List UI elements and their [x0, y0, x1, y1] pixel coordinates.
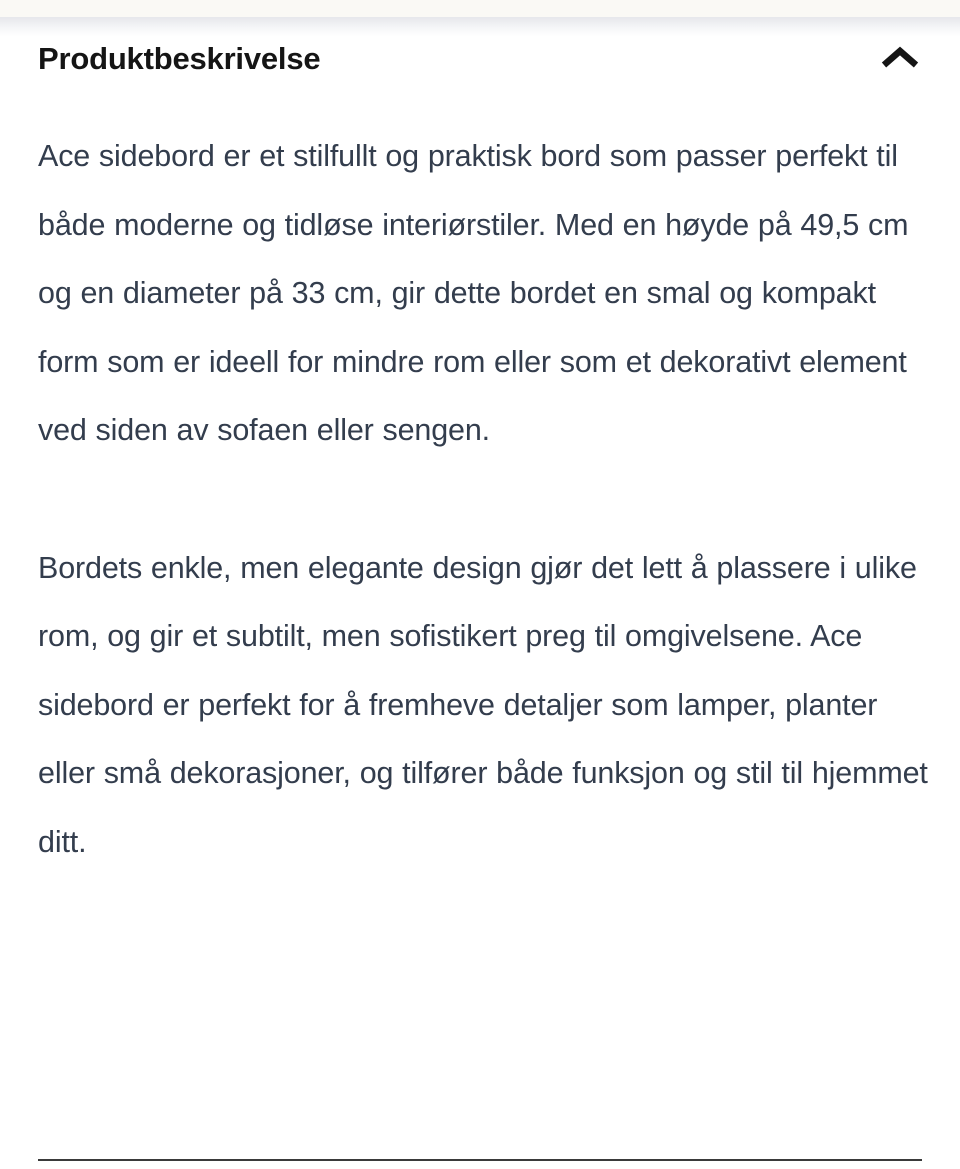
description-paragraph-2: Bordets enkle, men elegante design gjør det lett å plassere i ulike rom, og gir et subtilt, men sofistikert preg til omgivelsene. Ace sidebord er perfekt for å fremheve detaljer som lamper, planter eller små dekorasjoner, og tilfører både funksjon og stil til hjemmet ditt.: [38, 550, 928, 859]
accordion-toggle-button[interactable]: [878, 36, 922, 80]
description-paragraph-1: Ace sidebord er et stilfullt og praktisk bord som passer perfekt til både moderne og tidløse interiørstiler. Med en høyde på 49,5 cm og en diameter på 33 cm, gir dette bordet en smal og kompakt form som er ideell for mindre rom eller som et dekorativt element ved siden av sofaen eller sengen.: [38, 139, 909, 448]
browser-top-bar: [0, 0, 960, 17]
chevron-up-icon: [881, 46, 919, 70]
header-shadow: [0, 17, 960, 37]
page-title: Produktbeskrivelse: [38, 40, 321, 76]
product-description-body: [38, 122, 928, 877]
accordion-header-produktbeskrivelse[interactable]: [38, 30, 922, 86]
